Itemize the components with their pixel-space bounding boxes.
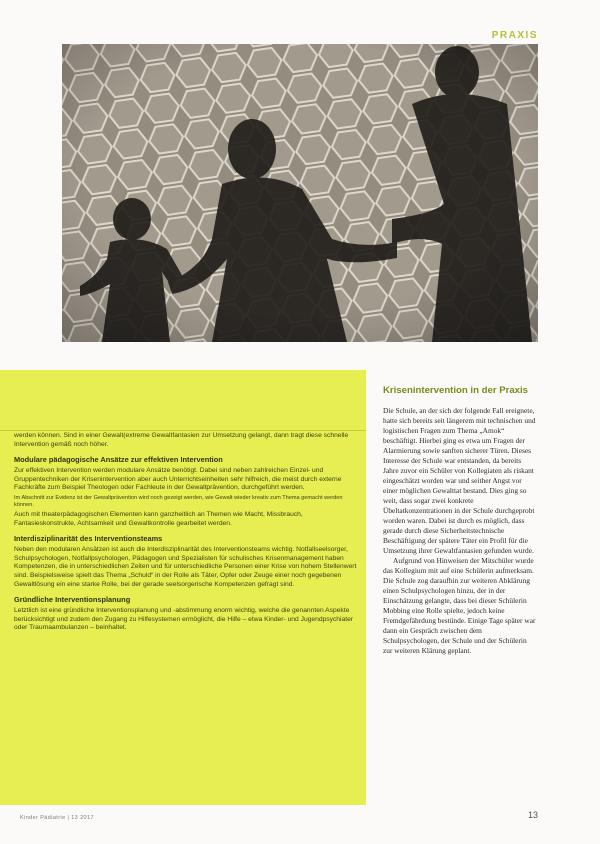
article-paragraph-2: Aufgrund von Hinweisen der Mitschüler wurde das Kollegium mit auf eine Schülerin aufmerksam. Die Schule zog daraufhin zur weiteren Abklärung einen Schulpsychologen hinzu, der in der Einschätzung gelangte, dass bei dieser Schülerin Mobbing eine Rolle spielte, jedoch keine Fremdgefährdung bestünde. Einige Tage später war dann ein Gespräch zwischen dem Schulpsychologen, der Schule und der Schülerin zur weiteren Klärung geplant. bbox=[383, 556, 536, 655]
page-number: 13 bbox=[527, 810, 538, 820]
note-modular-approaches: Im Abschnitt zur Evidenz ist der Gewaltprävention wird noch gezeigt werden, wie Gewalt wieder kreativ zum Thema gemacht werden können. bbox=[14, 494, 343, 508]
text-intervention-planning: Letztlich ist eine gründliche Interventionsplanung und -abstimmung enorm wichtig, welche die genannten Aspekte berücksichtigt und zudem den Zugang zu Hilfesystemen ermöglicht, die Hilfe – etwa Kinder- und Jugendpsychiater oder Traumaambulanzen – beinhaltet. bbox=[14, 607, 354, 632]
footer-publication: Kinder Pädiatrie | 13 2017 bbox=[20, 815, 94, 821]
text-interdisciplinarity: Neben den modularen Ansätzen ist auch die Interdisziplinarität des Interventionsteams wichtig. Notfallseelsorger, Schulpsychologen, Notfallpsychologen, Pädagogen und Spezialisten für schulisches Krisenmanagement haben Kompetenzen, die in unterschiedlichen Zeiten und für unterschiedliche Personen einer Krise von hohem Stellenwert sind. Beispielsweise spielt das Thema „Schuld“ in der Rolle als Täter, Opfer oder Zeuge einer noch gegebenen Gewaltlösung ein eine starke Rolle, bei der gerade seelsorgerische Kompetenzen gefragt sind. bbox=[14, 546, 357, 588]
text-modular-approaches: Zur effektiven Intervention werden modulare Ansätze benötigt. Dabei sind neben zahlreichen Einzel- und Gruppentechniken der Krisenintervention aber auch Unterrichtseinheiten sehr hilfreich, die meist durch externe Fachkräfte zum Beispiel Theologen oder Fachleute in der Gewaltprävention, durchgeführt werden. bbox=[14, 467, 342, 492]
cover-photo-shadows bbox=[62, 44, 538, 342]
heading-intervention-planning: Gründliche Interventionsplanung bbox=[14, 595, 131, 605]
article-heading: Krisenintervention in der Praxis bbox=[383, 385, 529, 396]
sidebar-text bbox=[14, 432, 357, 639]
heading-interdisciplinarity: Interdisziplinarität des Interventionsteams bbox=[14, 534, 163, 544]
divider-line bbox=[0, 430, 366, 431]
section-label: PRAXIS bbox=[491, 30, 538, 41]
heading-modular-approaches: Modulare pädagogische Ansätze zur effektiven Intervention bbox=[14, 455, 223, 465]
article-paragraph-1: Die Schule, an der sich der folgende Fall ereignete, hatte sich bereits seit längerem mit technischen und logistischen Fragen zum Thema „Amok“ beschäftigt. Hierbei ging es etwa um Fragen der Alarmierung sowie sanften sicherer Türen. Dieses Interesse der Schule war entstanden, da bereits Jahre zuvor ein Schüler von Kollegiaten als riskant eingeschätzt worden war und seither Angst vor einer möglichen Gewalttat bestand. Dies ging so weit, dass sogar zwei konkrete Übeltatkonzentrationen in der Schule durchgeprobt worden waren. Dabei ist durch es möglich, dass gerade durch diese Sicherheitstechnische Beschäftigung der spätere Täter ein Profil für die Umsetzung ihrer Gewaltfantasien gefunden wurde. bbox=[383, 406, 536, 555]
intro-text: werden können. Sind in einer Gewalt(extreme Gewaltfantasien zur Umsetzung gelangt, dann tragt diese schnelle Intervention gemäß noch höher. bbox=[14, 432, 349, 448]
text-modular-approaches-2: Auch mit theaterpädagogischen Elementen kann ganzheitlich an Themen wie Macht, Missbrauch, Fantasieskonstrukte, Achtsamkeit und Gewaltkontrolle gearbeitet werden. bbox=[14, 510, 303, 527]
article-column bbox=[383, 385, 536, 656]
